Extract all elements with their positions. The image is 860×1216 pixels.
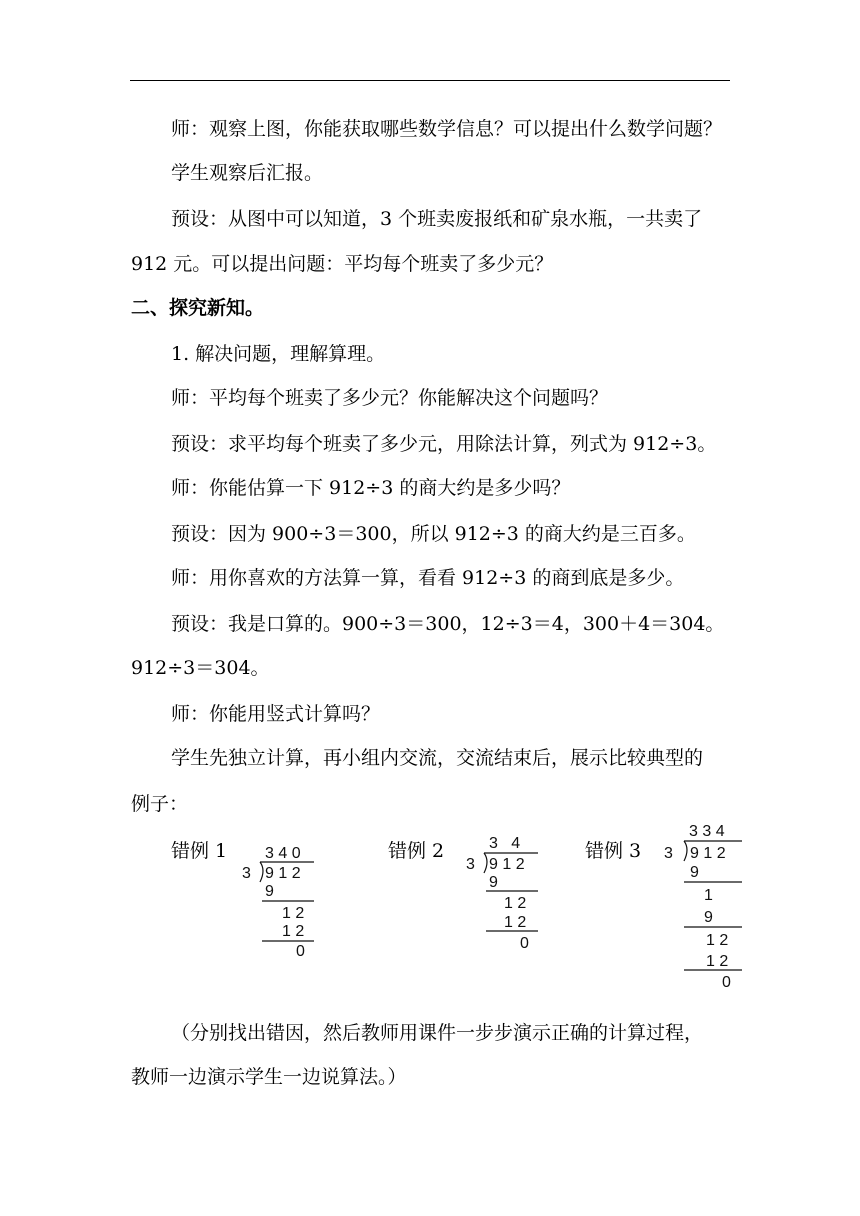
dividend: 9 1 2 bbox=[690, 845, 726, 862]
example-2-long-division bbox=[464, 830, 554, 960]
step: 1 2 bbox=[282, 923, 305, 940]
example-3-label: 错例 3 bbox=[585, 840, 642, 862]
step: 9 bbox=[489, 874, 498, 891]
division-bracket bbox=[684, 841, 687, 861]
paragraph-preset-4-line2: 912÷3＝304。 bbox=[131, 657, 270, 679]
division-bracket bbox=[260, 862, 263, 882]
remainder: 0 bbox=[520, 935, 529, 952]
paragraph-note-line1: （分别找出错因，然后教师用课件一步步演示正确的计算过程， bbox=[171, 1022, 704, 1044]
paragraph-preset-1-line1: 预设：从图中可以知道，3 个班卖废报纸和矿泉水瓶，一共卖了 bbox=[171, 208, 703, 230]
step: 9 bbox=[265, 883, 274, 900]
divisor: 3 bbox=[664, 845, 673, 862]
step: 1 2 bbox=[504, 914, 527, 931]
example-1-label: 错例 1 bbox=[171, 840, 228, 862]
example-2-label: 错例 2 bbox=[388, 840, 445, 862]
paragraph-note-line2: 教师一边演示学生一边说算法。） bbox=[131, 1066, 407, 1088]
paragraph-student-activity-line2: 例子： bbox=[131, 793, 189, 815]
step: 9 bbox=[690, 864, 699, 881]
paragraph-preset-2: 预设：求平均每个班卖了多少元，用除法计算，列式为 912÷3。 bbox=[171, 433, 717, 455]
step: 1 2 bbox=[706, 932, 729, 949]
example-1-long-division bbox=[240, 838, 330, 968]
dividend: 9 1 2 bbox=[265, 865, 301, 882]
step: 1 bbox=[704, 887, 713, 904]
paragraph-teacher-question-1: 师：观察上图，你能获取哪些数学信息？可以提出什么数学问题？ bbox=[171, 118, 723, 140]
division-bracket bbox=[484, 853, 487, 873]
header-rule bbox=[130, 80, 730, 81]
paragraph-teacher-question-2: 师：平均每个班卖了多少元？你能解决这个问题吗？ bbox=[171, 387, 609, 409]
dividend: 9 1 2 bbox=[489, 856, 525, 873]
remainder: 0 bbox=[722, 974, 731, 991]
step: 9 bbox=[704, 909, 713, 926]
quotient: 3 4 bbox=[489, 835, 521, 852]
paragraph-teacher-question-4: 师：用你喜欢的方法算一算，看看 912÷3 的商到底是多少。 bbox=[171, 567, 685, 589]
remainder: 0 bbox=[296, 943, 305, 960]
step: 1 2 bbox=[706, 953, 729, 970]
quotient: 3 4 0 bbox=[265, 845, 301, 862]
paragraph-teacher-question-5: 师：你能用竖式计算吗？ bbox=[171, 703, 381, 725]
divisor: 3 bbox=[466, 856, 475, 873]
paragraph-student-report: 学生观察后汇报。 bbox=[171, 162, 324, 184]
quotient: 3 3 4 bbox=[689, 823, 725, 840]
divisor: 3 bbox=[242, 865, 251, 882]
step: 1 2 bbox=[504, 895, 527, 912]
subsection-heading: 1. 解决问题，理解算理。 bbox=[171, 343, 386, 365]
paragraph-student-activity-line1: 学生先独立计算，再小组内交流，交流结束后，展示比较典型的 bbox=[171, 747, 704, 769]
section-heading: 二、探究新知。 bbox=[131, 297, 265, 319]
step: 1 2 bbox=[282, 905, 305, 922]
paragraph-preset-4-line1: 预设：我是口算的。900÷3＝300，12÷3＝4，300＋4＝304。 bbox=[171, 613, 725, 635]
paragraph-preset-1-line2: 912 元。可以提出问题：平均每个班卖了多少元？ bbox=[131, 253, 554, 275]
example-3-long-division bbox=[662, 818, 752, 990]
paragraph-preset-3: 预设：因为 900÷3＝300，所以 912÷3 的商大约是三百多。 bbox=[171, 523, 696, 545]
paragraph-teacher-question-3: 师：你能估算一下 912÷3 的商大约是多少吗？ bbox=[171, 477, 571, 499]
